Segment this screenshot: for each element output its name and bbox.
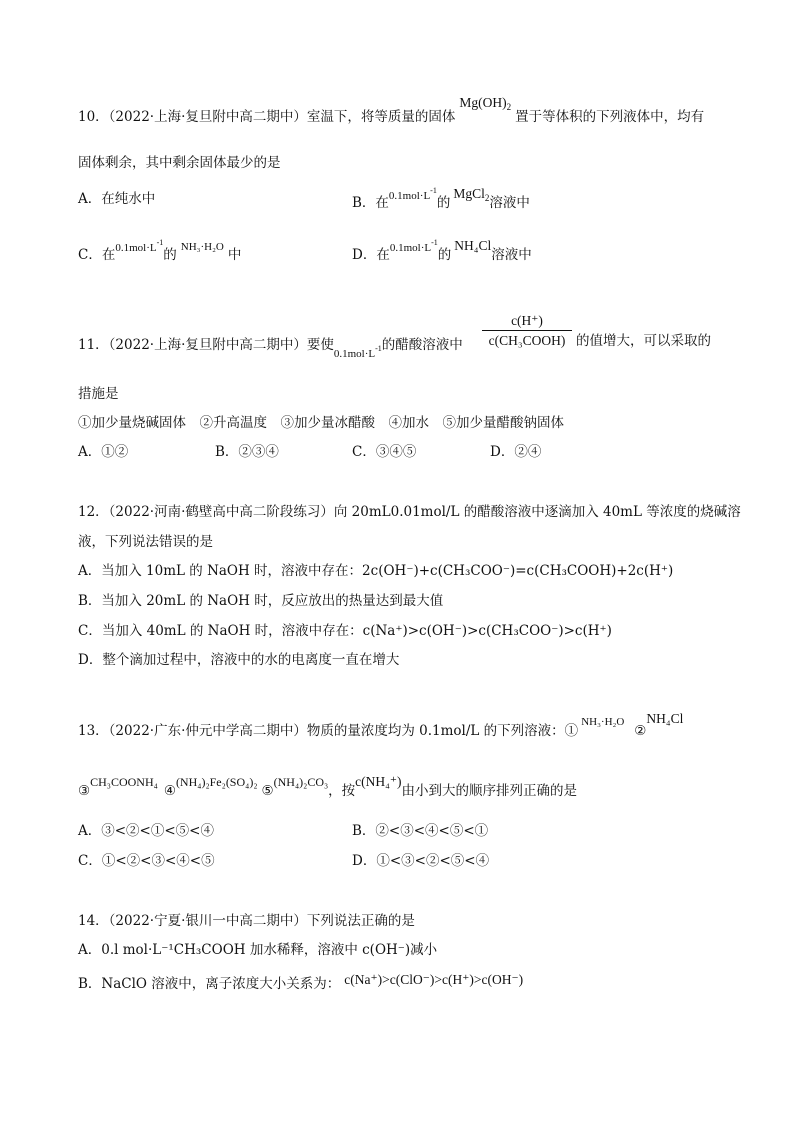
formula-main: Mg(OH) [459, 95, 507, 110]
q11-measures: ①加少量烧碱固体 ②升高温度 ③加少量冰醋酸 ④加水 ⑤加少量醋酸钠固体 [78, 415, 564, 431]
q10-option-a: A．在纯水中 [78, 191, 156, 207]
q10-option-d [352, 238, 532, 265]
chem: NH₄Cl [454, 238, 492, 253]
q12-option-d: D．整个滴加过程中，溶液中的水的电离度一直在增大 [78, 652, 400, 668]
q11-stem-line1 [78, 332, 463, 360]
conc-sup: -1 [431, 238, 438, 247]
conc [333, 344, 382, 360]
q10-stem-line2: 固体剩余，其中剩余固体最少的是 [78, 155, 281, 171]
conc [388, 186, 437, 202]
opt-text: B．NaClO 溶液中，离子浓度大小关系为： [78, 976, 341, 992]
opt-text: 的 [437, 247, 452, 263]
q11-stem-text-b: 的醋酸溶液中 [381, 337, 463, 353]
q13-stem-line1 [78, 711, 684, 741]
q12-stem-line1: 12．（2022·河南·鹤壁高中高二阶段练习）向 20mL0.01mol/L 的醋酸溶液中逐滴加入 40mL 等浓度的烧碱溶 [78, 504, 741, 520]
q14-option-a: A．0.l mol·L⁻¹CH₃COOH 加水稀释，溶液中 c(OH⁻)减小 [78, 942, 438, 958]
q14-ion-order: c(Na⁺)>c(ClO⁻)>c(H⁺)>c(OH⁻) [344, 972, 524, 987]
q12-option-a: A．当加入 10mL 的 NaOH 时，溶液中存在：2c(OH⁻)+c(CH₃COO⁻)=c(CH₃COOH)+2c(H⁺) [78, 563, 674, 579]
conc-sup: -1 [156, 238, 164, 247]
q13-option-b: B．②<③<④<⑤<① [352, 823, 489, 839]
q13-option-c: C．①<②<③<④<⑤ [78, 853, 215, 869]
q10-stem-text-b: 置于等体积的下列液体中，均有 [515, 109, 705, 125]
q12-option-c: C．当加入 40mL 的 NaOH 时，溶液中存在：c(Na⁺)>c(OH⁻)>c(CH₃COO⁻)>c(H⁺) [78, 623, 612, 639]
q11-option-a: A．①② [78, 444, 129, 460]
chem: NH₃·H₂O [180, 241, 224, 253]
conc-sup: -1 [430, 186, 437, 195]
q11-stem-text-c: 的值增大，可以采取的 [576, 333, 711, 349]
q13-substance-5: (NH₄)₂CO₃ [273, 775, 329, 789]
opt-text: C．在 [78, 247, 116, 263]
q13-stem-text: 13．（2022·广东·仲元中学高二期中）物质的量浓度均为 0.1mol/L 的下列溶液：① [78, 723, 579, 739]
q14-stem: 14．（2022·宁夏·银川一中高二期中）下列说法正确的是 [78, 913, 415, 929]
conc-main: 0.1mol·L [115, 242, 157, 254]
q11-stem-line2: 措施是 [78, 386, 119, 402]
opt-text: 的 [163, 247, 177, 263]
q12-stem-line2: 液，下列说法错误的是 [78, 534, 213, 550]
q13-num-4: ④ [163, 783, 176, 799]
q10-formula [459, 95, 511, 110]
q13-num-3: ③ [78, 783, 91, 799]
q13-option-d: D．①<③<②<⑤<④ [352, 853, 490, 869]
q13-stem-text-tail: 由小到大的顺序排列正确的是 [401, 783, 577, 799]
q13-ion-conc: c(NH₄⁺) [355, 774, 402, 789]
q10-option-c [78, 238, 242, 265]
q11-stem-text: 11．（2022·上海·复旦附中高二期中）要使 [78, 337, 334, 353]
formula-sub: 2 [506, 102, 512, 112]
opt-text: 溶液中 [491, 247, 532, 263]
q13-substance-1: NH₃·H₂O [581, 716, 625, 728]
q13-num-5: ⑤ [261, 783, 274, 799]
q11-option-b: B．②③④ [215, 444, 279, 460]
q11-option-c: C．③④⑤ [352, 444, 417, 460]
opt-text: B．在 [352, 195, 389, 211]
q12-option-b: B．当加入 20mL 的 NaOH 时，反应放出的热量达到最大值 [78, 593, 444, 609]
q10-option-b [352, 186, 530, 216]
q13-substance-3: CH₃COONH₄ [90, 775, 158, 789]
q11-fraction [482, 312, 572, 351]
q10-stem-line1 [78, 95, 705, 130]
q13-num-2: ② [634, 723, 647, 739]
q13-substance-2: NH₄Cl [646, 711, 684, 726]
q10-stem-text: 10．（2022·上海·复旦附中高二期中）室温下，将等质量的固体 [78, 109, 456, 125]
conc-main: 0.1mol·L [333, 348, 376, 360]
opt-text: 中 [227, 247, 242, 263]
q13-stem-text-mid: ，按 [328, 783, 356, 799]
chem-main: MgCl [453, 186, 485, 201]
fraction-denominator: c(CH₃COOH) [488, 333, 566, 348]
conc [115, 238, 164, 254]
conc [389, 238, 438, 254]
conc-sup: -1 [375, 344, 382, 353]
opt-text: 的 [436, 195, 451, 211]
conc-main: 0.1mol·L [389, 242, 432, 254]
conc-main: 0.1mol·L [388, 190, 431, 202]
opt-text: 溶液中 [489, 195, 530, 211]
q13-substance-4: (NH₄)₂Fe₂(SO₄)₂ [175, 775, 258, 789]
chem-sub: 2 [484, 193, 490, 203]
q14-option-b [78, 972, 524, 993]
chem [453, 186, 489, 201]
q13-option-a: A．③<②<①<⑤<④ [78, 823, 214, 839]
opt-text: D．在 [352, 247, 390, 263]
fraction-numerator: c(H⁺) [511, 313, 543, 328]
q13-stem-line2 [78, 774, 577, 800]
q11-option-d: D．②④ [490, 444, 542, 460]
